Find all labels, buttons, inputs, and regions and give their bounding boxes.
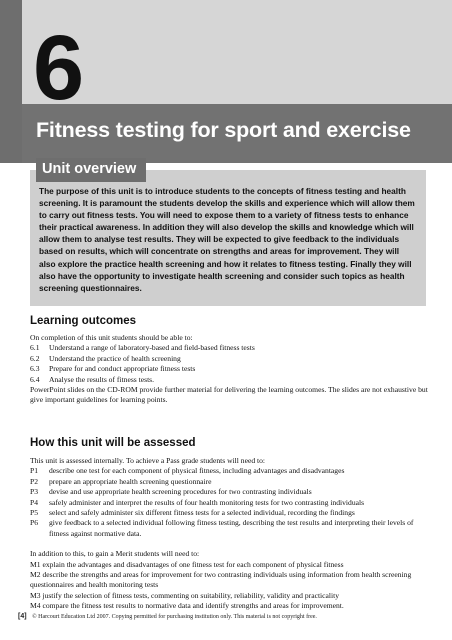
learning-outcomes-section [30, 333, 430, 406]
pass-criterion: P3 devise and use appropriate health screening procedures for two contrasting individuals [30, 487, 312, 497]
pass-criterion: P6 give feedback to a selected individual following fitness testing, describing the test results and interpreting their levels of fitness against normative data. [30, 518, 414, 538]
assessment-section [30, 456, 430, 612]
merit-criterion: M1 explain the advantages and disadvantages of one fitness test for each component of physical fitness [30, 559, 344, 569]
header-light-panel [22, 0, 452, 104]
learning-outcomes-intro: On completion of this unit students should be able to: [30, 333, 193, 342]
merit-criterion: M4 compare the fitness test results to normative data and identify strengths and areas for improvement. [30, 601, 344, 611]
assessment-heading: How this unit will be assessed [30, 437, 196, 449]
outcome-item: 6.1 Understand a range of laboratory-based and field-based fitness tests [30, 343, 255, 353]
pass-intro: This unit is assessed internally. To achieve a Pass grade students will need to: [30, 456, 266, 465]
pass-criterion: P4 safely administer and interpret the results of four health monitoring tests for two contrasting individuals [30, 497, 365, 507]
unit-overview-heading: Unit overview [42, 161, 137, 177]
unit-title: Fitness testing for sport and exercise [36, 118, 411, 142]
outcome-item: 6.4 Analyse the results of fitness tests. [30, 374, 155, 384]
unit-number: 6 [33, 17, 83, 119]
page-number: [4] [18, 613, 27, 620]
outcome-item: 6.3 Prepare for and conduct appropriate fitness tests [30, 364, 196, 374]
pass-criterion: P2 prepare an appropriate health screening questionnaire [30, 476, 212, 486]
powerpoint-note: PowerPoint slides on the CD-ROM provide further material for delivering the learning outcomes. The slides are not exhaustive but give important guidelines for learning points. [30, 385, 428, 405]
merit-intro: In addition to this, to gain a Merit students will need to: [30, 549, 200, 559]
copyright-notice: © Harcourt Education Ltd 2007. Copying permitted for purchasing institution only. This material is not copyright free. [32, 614, 317, 620]
learning-outcomes-heading: Learning outcomes [30, 315, 137, 327]
page-footer [18, 613, 317, 620]
merit-criterion: M2 describe the strengths and areas for improvement for two contrasting individuals using information from health screening questionnaires and health monitoring tests [30, 570, 412, 590]
outcome-item: 6.2 Understand the practice of health screening [30, 353, 181, 363]
pass-criterion: P1 describe one test for each component of physical fitness, including advantages and disadvantages [30, 466, 345, 476]
merit-criterion: M3 justify the selection of fitness tests, commenting on suitability, reliability, validity and practicality [30, 590, 340, 600]
unit-overview-text: The purpose of this unit is to introduce students to the concepts of fitness testing and health screening. It is paramount the students develop the skills and experience which will allow them to carry out fitness tests. You will need to expose them to a variety of fitness tests to enhance their practical awareness. In addition they will also develop the skills and knowledge which will allow them to analyse test results. They will be expected to give feedback to the individuals based on results, which will concentrate on strengths and areas for improvement. They will also explore the practice health screening and how it relates to fitness testing. Finally they will also have the opportunity to investigate health screening and consider such topics as health screening questionnaires. [39, 186, 415, 293]
pass-criterion: P5 select and safely administer six different fitness tests for a selected individual, recording the findings [30, 508, 355, 518]
